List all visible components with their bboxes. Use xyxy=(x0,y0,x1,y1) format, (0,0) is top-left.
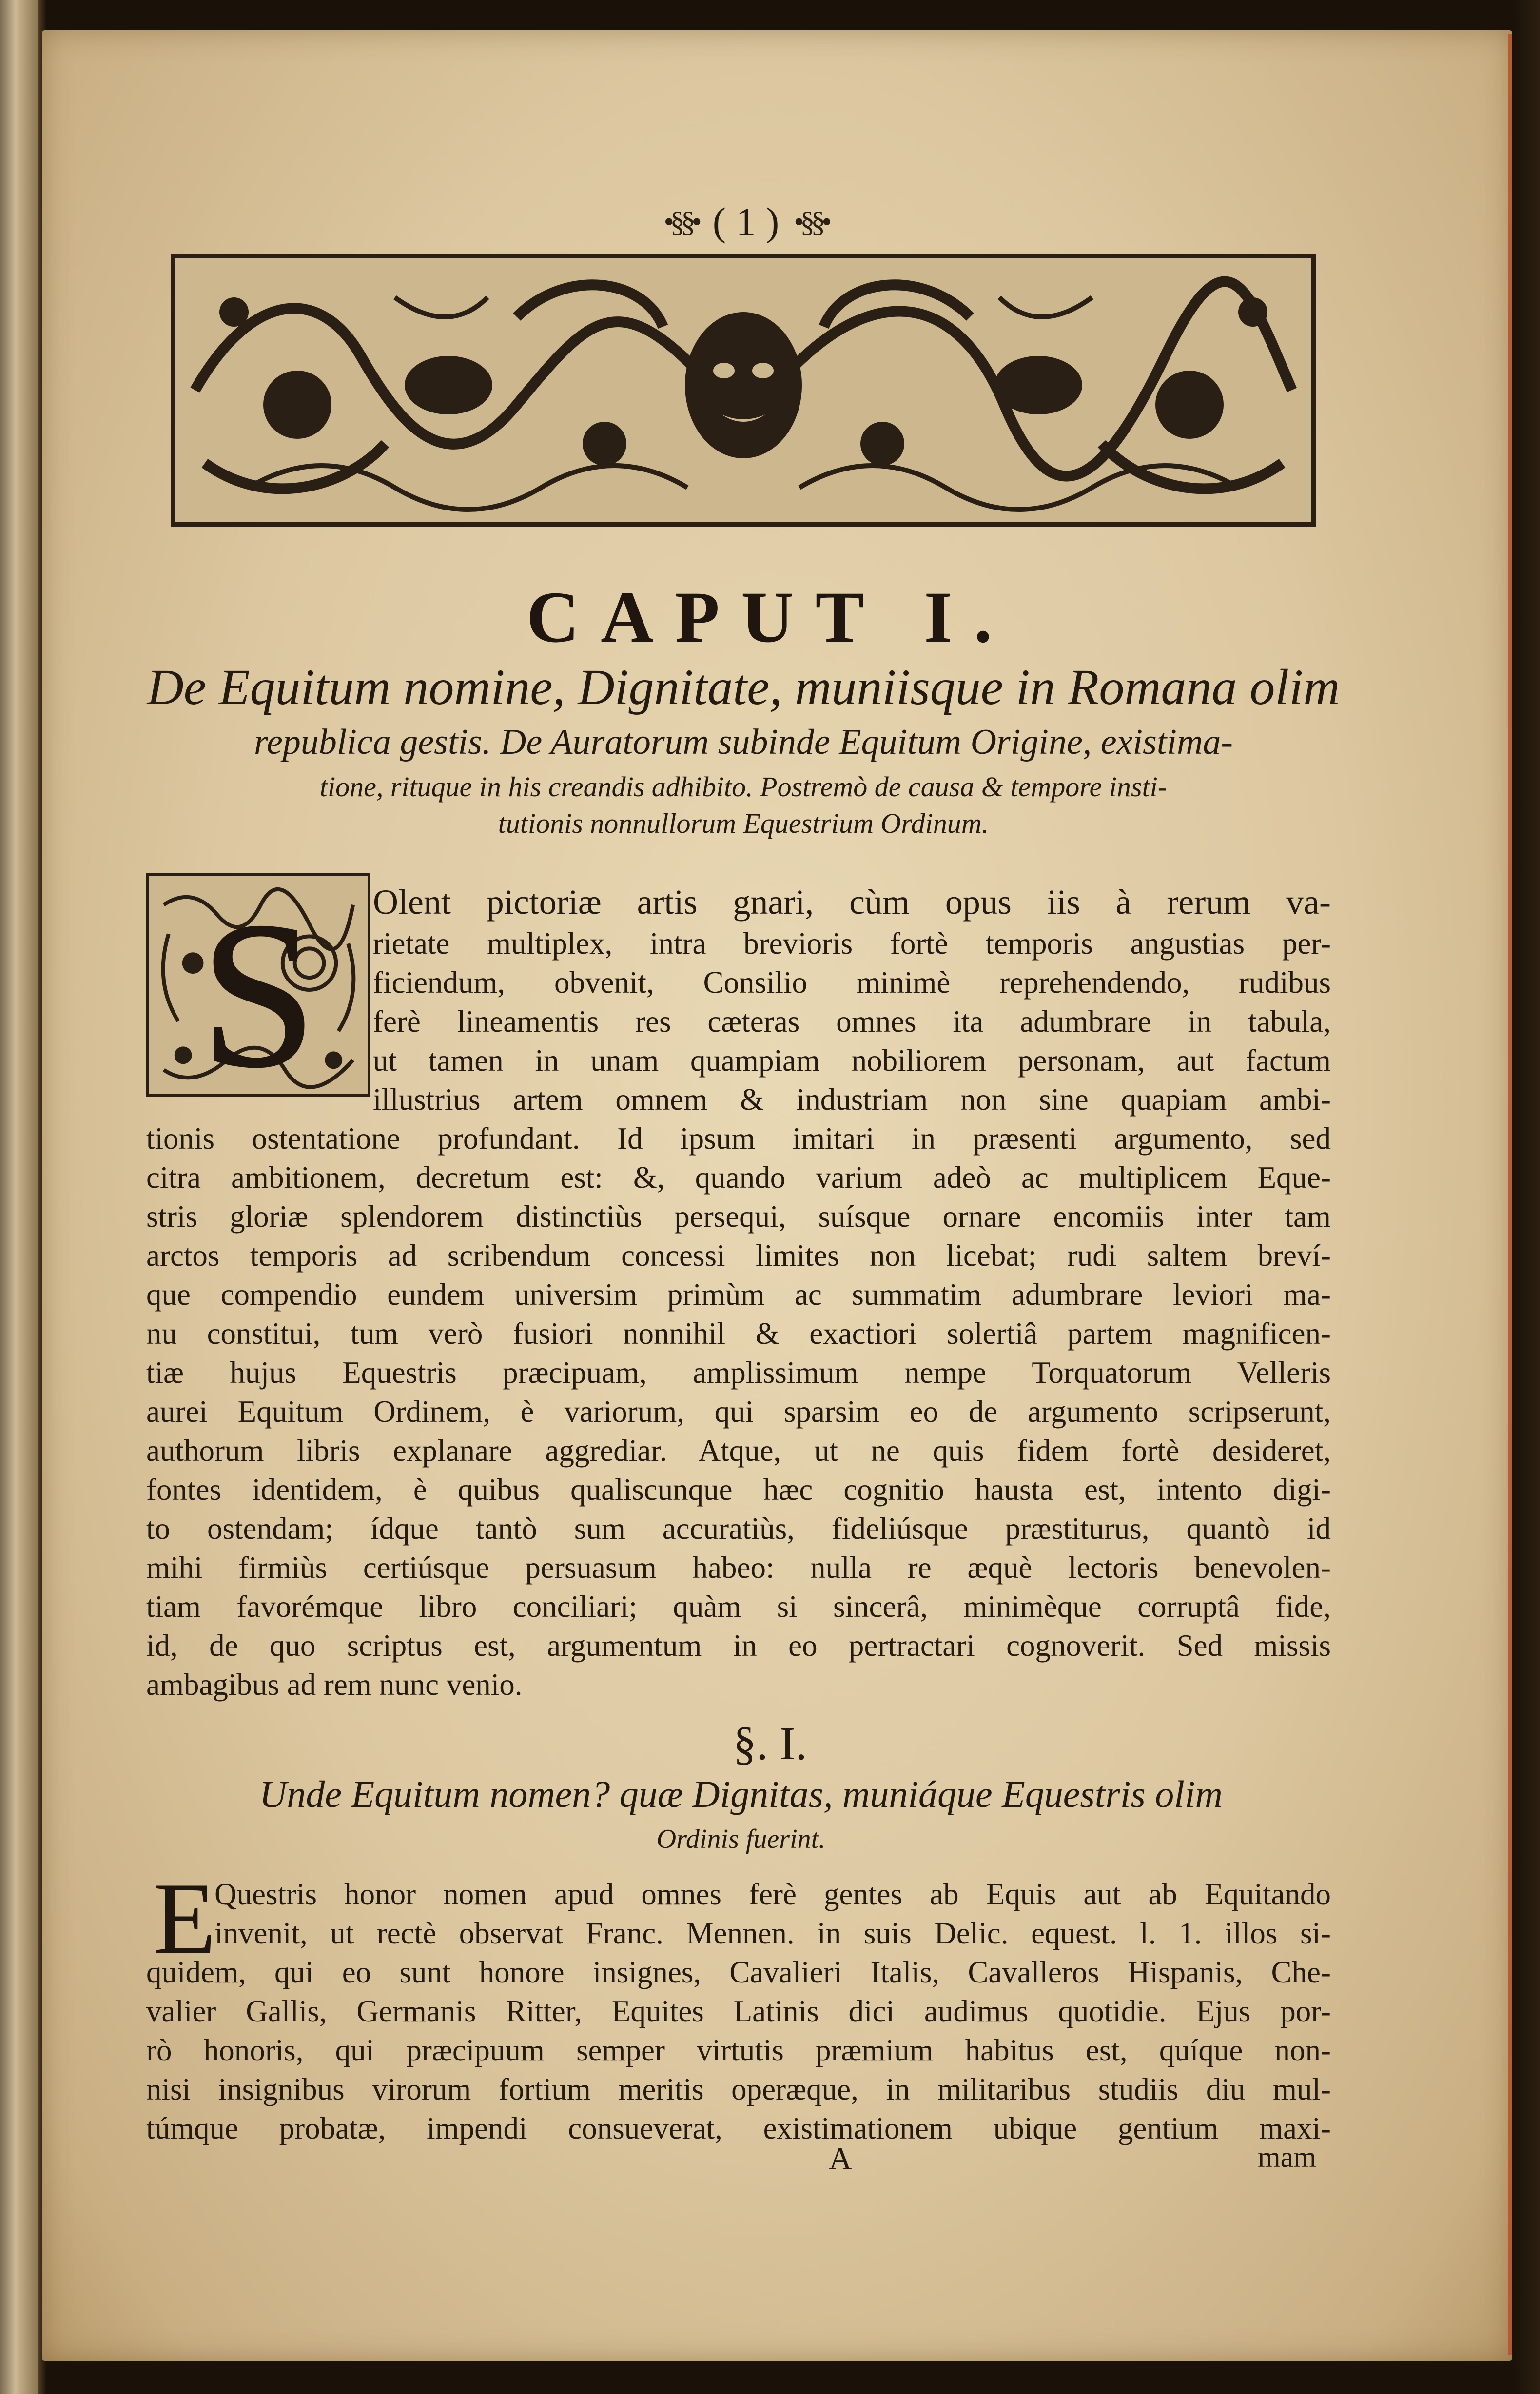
paragraph-line: fontes identidem, è quibus qualiscunque hæc cognitio hausta est, intento digi- xyxy=(146,1472,1331,1507)
section-line: Questris honor nomen apud omnes ferè gentes ab Equis aut ab Equitando xyxy=(214,1877,1331,1911)
chapter-subtitle-line: republica gestis. De Auratorum subinde Equitum Origine, existima- xyxy=(253,722,1233,762)
red-page-edge xyxy=(1508,34,1512,2355)
signature-mark: A xyxy=(829,2141,852,2177)
paragraph-line: tiæ hujus Equestris præcipuam, amplissimum nempe Torquatorum Velleris xyxy=(146,1355,1331,1390)
paragraph-line: que compendio eundem universim primùm ac summatim adumbrare leviori ma- xyxy=(146,1277,1331,1312)
paragraph-line: id, de quo scriptus est, argumentum in eo pertractari cognoverit. Sed missis xyxy=(146,1629,1331,1663)
facing-page-edge xyxy=(0,0,38,2394)
paragraph-line: ferè lineamentis res cæteras omnes ita adumbrare in tabula, xyxy=(373,1004,1331,1039)
headpiece-ornament-icon xyxy=(175,258,1311,522)
paragraph-line: citra ambitionem, decretum est: &, quando varium adeò ac multiplicem Eque- xyxy=(146,1160,1331,1195)
chapter-subtitle-line: tione, rituque in his creandis adhibito. Postremò de causa & tempore insti- xyxy=(319,771,1168,803)
ornament-flourish-left: •§§• xyxy=(663,205,698,238)
section-line: rò honoris, qui præcipuum semper virtutis præmium habitus est, quíque non- xyxy=(146,2033,1331,2067)
woodcut-headpiece xyxy=(171,254,1316,527)
section-initial-e: E xyxy=(154,1862,216,1975)
paragraph-line: tiam favorémque libro conciliari; quàm si sincerâ, minimèque corruptâ fide, xyxy=(146,1589,1331,1624)
section-line: túmque probatæ, impendi consueverat, existimationem ubique gentium maxi- xyxy=(146,2111,1331,2145)
paragraph-line: ut tamen in unam quampiam nobiliorem personam, aut factum xyxy=(373,1043,1331,1078)
section-heading: Unde Equitum nomen? quæ Dignitas, muniáque Equestris olim xyxy=(259,1773,1223,1815)
section-mark: §. I. xyxy=(733,1717,807,1769)
page-header xyxy=(609,195,882,249)
chapter-title: CAPUT I. xyxy=(526,577,1014,658)
section-line: valier Gallis, Germanis Ritter, Equites Latinis dici audimus quotidie. Ejus por- xyxy=(146,1994,1331,2028)
ornament-flourish-right: •§§• xyxy=(794,205,828,238)
paragraph-line: aurei Equitum Ordinem, è variorum, qui sparsim eo de argumento scripserunt, xyxy=(146,1394,1331,1429)
paragraph-line: mihi firmiùs certiúsque persuasum habeo: nulla re æquè lectoris benevolen- xyxy=(146,1550,1331,1585)
section-heading-continuation: Ordinis fuerint. xyxy=(656,1824,826,1854)
page-number: ( 1 ) xyxy=(712,199,780,244)
paragraph-line: to ostendam; ídque tantò sum accuratiùs, fideliúsque præstiturus, quantò id xyxy=(146,1511,1331,1546)
decorated-initial-s xyxy=(146,873,370,1097)
chapter-subtitle-line: De Equitum nomine, Dignitate, muniisque in Romana olim xyxy=(147,659,1340,715)
paragraph-line: nu constitui, tum verò fusiori nonnihil & exactiori solertiâ partem magnificen- xyxy=(146,1316,1331,1351)
catchword: mam xyxy=(1258,2141,1316,2173)
paragraph-line: illustrius artem omnem & industriam non sine quapiam ambi- xyxy=(373,1082,1331,1117)
paragraph-line: tionis ostentatione profundant. Id ipsum imitari in præsenti argumento, sed xyxy=(146,1121,1331,1156)
paragraph-line: authorum libris explanare aggrediar. Atque, ut ne quis fidem fortè desideret, xyxy=(146,1433,1331,1468)
section-line: nisi insignibus virorum fortium meritis operæque, in militaribus studiis diu mul- xyxy=(146,2072,1331,2106)
drop-cap-ornament-icon xyxy=(149,876,368,1094)
section-line: quidem, qui eo sunt honore insignes, Cavalieri Italis, Cavalleros Hispanis, Che- xyxy=(146,1955,1331,1989)
paragraph-line: ambagibus ad rem nunc venio. xyxy=(146,1668,523,1702)
paragraph-line: stris gloriæ splendorem distinctiùs persequi, suísque ornare encomiis inter tam xyxy=(146,1199,1331,1234)
section-line: invenit, ut rectè observat Franc. Mennen. in suis Delic. equest. l. 1. illos si- xyxy=(214,1916,1331,1950)
paragraph-line: rietate multiplex, intra brevioris fortè temporis angustias per- xyxy=(373,926,1331,961)
paragraph-line: arctos temporis ad scribendum concessi limites non licebat; rudi saltem breví- xyxy=(146,1238,1331,1273)
initial-letter-s: S xyxy=(200,879,317,1094)
chapter-subtitle-line: tutionis nonnullorum Equestrium Ordinum. xyxy=(498,807,989,839)
paragraph-line: Olent pictoriæ artis gnari, cùm opus iis à rerum va- xyxy=(373,883,1331,922)
paragraph-line: ficiendum, obvenit, Consilio minimè reprehendendo, rudibus xyxy=(373,965,1331,1000)
